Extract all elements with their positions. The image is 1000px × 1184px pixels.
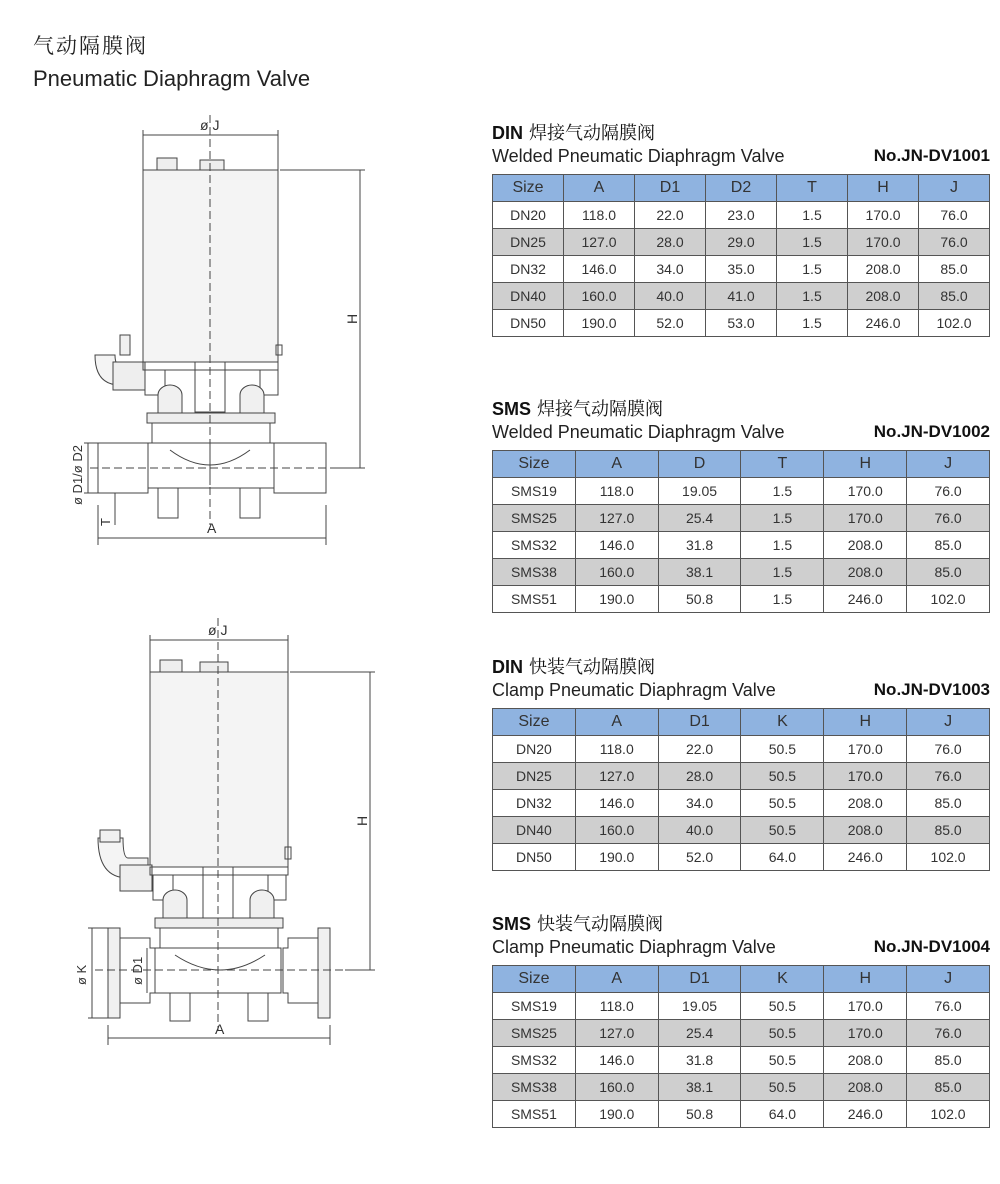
table-cell: 85.0	[907, 532, 990, 559]
table-cell: 118.0	[575, 478, 658, 505]
spec-table	[492, 708, 990, 871]
table-cell: 85.0	[907, 1074, 990, 1101]
table-cell: 1.5	[741, 505, 824, 532]
table-cell: 127.0	[575, 763, 658, 790]
table-cell: 29.0	[706, 229, 777, 256]
section-subheading	[492, 678, 990, 702]
table-cell: 85.0	[919, 283, 990, 310]
column-header: Size	[493, 175, 564, 202]
table-cell: 50.8	[658, 1101, 741, 1128]
table-cell: 50.5	[741, 1020, 824, 1047]
table-cell: 146.0	[564, 256, 635, 283]
table-cell: 22.0	[658, 736, 741, 763]
table-cell: 160.0	[564, 283, 635, 310]
table-cell: 118.0	[564, 202, 635, 229]
table-cell: 208.0	[848, 256, 919, 283]
dim-d-label: ø D1/ø D2	[70, 445, 85, 505]
table-row	[493, 283, 990, 310]
page-title-cn: 气动隔膜阀	[33, 35, 148, 58]
dim-j-label: ø J	[200, 117, 220, 133]
table-cell: 1.5	[777, 310, 848, 337]
section-code: DIN	[492, 657, 523, 677]
spec-table	[492, 965, 990, 1128]
column-header: Size	[493, 966, 576, 993]
table-cell: DN40	[493, 283, 564, 310]
table-cell: 127.0	[575, 1020, 658, 1047]
table-cell: SMS19	[493, 993, 576, 1020]
column-header: J	[919, 175, 990, 202]
section-heading	[492, 656, 990, 678]
table-row	[493, 559, 990, 586]
table-cell: 50.5	[741, 763, 824, 790]
table-cell: 246.0	[824, 844, 907, 871]
table-cell: 102.0	[907, 1101, 990, 1128]
section-title-cn: 焊接气动隔膜阀	[529, 123, 655, 143]
table-cell: 76.0	[907, 1020, 990, 1047]
table-row	[493, 763, 990, 790]
section-subheading	[492, 420, 990, 444]
table-cell: 41.0	[706, 283, 777, 310]
table-cell: 64.0	[741, 844, 824, 871]
spec-table	[492, 174, 990, 337]
table-cell: 208.0	[824, 1047, 907, 1074]
table-cell: 85.0	[907, 817, 990, 844]
section-title-cn: 焊接气动隔膜阀	[537, 399, 664, 419]
table-cell: 1.5	[741, 478, 824, 505]
section-code: SMS	[492, 399, 532, 419]
column-header: K	[741, 709, 824, 736]
table-cell: 50.5	[741, 993, 824, 1020]
table-cell: 170.0	[824, 763, 907, 790]
table-cell: 190.0	[575, 844, 658, 871]
table-cell: 160.0	[575, 817, 658, 844]
table-cell: 170.0	[824, 1020, 907, 1047]
table-cell: SMS19	[493, 478, 576, 505]
dim-a-label: A	[207, 520, 217, 536]
table-cell: 127.0	[564, 229, 635, 256]
table-cell: 53.0	[706, 310, 777, 337]
table-cell: 23.0	[706, 202, 777, 229]
section-subheading	[492, 935, 990, 959]
table-cell: SMS32	[493, 532, 576, 559]
table-cell: SMS38	[493, 1074, 576, 1101]
table-row	[493, 844, 990, 871]
product-number: No.JN-DV1001	[873, 146, 990, 165]
table-cell: 1.5	[777, 256, 848, 283]
table-row	[493, 1101, 990, 1128]
table-cell: DN50	[493, 310, 564, 337]
table-cell: SMS38	[493, 559, 576, 586]
table-cell: 102.0	[919, 310, 990, 337]
table-row	[493, 532, 990, 559]
table-cell: 208.0	[824, 1074, 907, 1101]
column-header: H	[824, 709, 907, 736]
table-cell: 50.5	[741, 790, 824, 817]
table-header	[493, 451, 990, 478]
clamp-valve-drawing	[30, 610, 380, 1050]
table-cell: 31.8	[658, 532, 741, 559]
section-title-en: Welded Pneumatic Diaphragm Valve	[492, 422, 785, 442]
section-sms-welded	[492, 398, 990, 613]
table-row	[493, 817, 990, 844]
section-title-en: Clamp Pneumatic Diaphragm Valve	[492, 937, 776, 957]
table-cell: 170.0	[824, 478, 907, 505]
section-title-en: Clamp Pneumatic Diaphragm Valve	[492, 680, 776, 700]
column-header: Size	[493, 709, 576, 736]
table-cell: 208.0	[848, 283, 919, 310]
table-cell: 146.0	[575, 1047, 658, 1074]
section-sms-clamp	[492, 913, 990, 1128]
table-cell: 1.5	[741, 559, 824, 586]
table-cell: 50.8	[658, 586, 741, 613]
page-title-en: Pneumatic Diaphragm Valve	[33, 66, 311, 91]
table-cell: 19.05	[658, 478, 741, 505]
table-cell: 76.0	[907, 478, 990, 505]
product-number: No.JN-DV1003	[873, 680, 990, 699]
column-header: A	[575, 451, 658, 478]
table-cell: 50.5	[741, 1074, 824, 1101]
dim-k-label: ø K	[74, 964, 89, 985]
column-header: H	[824, 966, 907, 993]
table-cell: 1.5	[777, 283, 848, 310]
dim-h-label: H	[354, 815, 370, 826]
table-cell: 52.0	[635, 310, 706, 337]
table-cell: 208.0	[824, 817, 907, 844]
product-number: No.JN-DV1002	[873, 422, 990, 441]
section-title-cn: 快装气动隔膜阀	[537, 914, 664, 934]
table-row	[493, 790, 990, 817]
table-cell: 19.05	[658, 993, 741, 1020]
dim-a-label: A	[215, 1021, 225, 1037]
table-cell: 38.1	[658, 559, 741, 586]
table-cell: 31.8	[658, 1047, 741, 1074]
table-cell: 118.0	[575, 736, 658, 763]
table-cell: 52.0	[658, 844, 741, 871]
column-header: T	[777, 175, 848, 202]
table-cell: DN20	[493, 736, 576, 763]
table-cell: 190.0	[575, 1101, 658, 1128]
table-row	[493, 229, 990, 256]
table-cell: 85.0	[907, 790, 990, 817]
table-cell: 28.0	[635, 229, 706, 256]
table-cell: 25.4	[658, 505, 741, 532]
column-header: T	[741, 451, 824, 478]
table-cell: 1.5	[777, 229, 848, 256]
table-cell: DN40	[493, 817, 576, 844]
table-cell: 170.0	[848, 229, 919, 256]
table-cell: 160.0	[575, 559, 658, 586]
table-cell: 50.5	[741, 817, 824, 844]
table-row	[493, 1074, 990, 1101]
table-cell: SMS25	[493, 1020, 576, 1047]
table-cell: 146.0	[575, 532, 658, 559]
table-cell: 50.5	[741, 1047, 824, 1074]
table-cell: DN50	[493, 844, 576, 871]
dim-t-label: T	[98, 518, 113, 526]
table-cell: SMS32	[493, 1047, 576, 1074]
table-cell: SMS51	[493, 1101, 576, 1128]
product-number: No.JN-DV1004	[873, 937, 990, 956]
table-row	[493, 478, 990, 505]
table-cell: 50.5	[741, 736, 824, 763]
dim-j-label: ø J	[208, 622, 228, 638]
table-cell: 246.0	[848, 310, 919, 337]
section-code: DIN	[492, 123, 523, 143]
table-row	[493, 586, 990, 613]
table-cell: 208.0	[824, 559, 907, 586]
section-code: SMS	[492, 914, 532, 934]
table-cell: 170.0	[824, 505, 907, 532]
table-cell: 85.0	[907, 1047, 990, 1074]
table-cell: DN25	[493, 229, 564, 256]
column-header: A	[575, 966, 658, 993]
column-header: A	[564, 175, 635, 202]
table-cell: 34.0	[635, 256, 706, 283]
table-cell: 28.0	[658, 763, 741, 790]
column-header: D2	[706, 175, 777, 202]
table-cell: 76.0	[907, 763, 990, 790]
table-cell: 208.0	[824, 532, 907, 559]
table-cell: 35.0	[706, 256, 777, 283]
table-cell: 76.0	[919, 202, 990, 229]
column-header: J	[907, 709, 990, 736]
table-row	[493, 310, 990, 337]
table-cell: 190.0	[564, 310, 635, 337]
table-cell: 190.0	[575, 586, 658, 613]
table-cell: 38.1	[658, 1074, 741, 1101]
column-header: H	[824, 451, 907, 478]
table-cell: DN32	[493, 790, 576, 817]
table-cell: DN25	[493, 763, 576, 790]
table-cell: 170.0	[824, 736, 907, 763]
table-header	[493, 709, 990, 736]
table-cell: 25.4	[658, 1020, 741, 1047]
column-header: D1	[658, 966, 741, 993]
dim-d-label: ø D1	[130, 956, 145, 985]
section-din-clamp	[492, 656, 990, 871]
table-cell: SMS25	[493, 505, 576, 532]
table-row	[493, 736, 990, 763]
section-subheading	[492, 144, 990, 168]
table-cell: 1.5	[741, 586, 824, 613]
table-cell: 34.0	[658, 790, 741, 817]
table-cell: 64.0	[741, 1101, 824, 1128]
table-cell: 40.0	[658, 817, 741, 844]
column-header: A	[575, 709, 658, 736]
table-cell: 85.0	[919, 256, 990, 283]
column-header: J	[907, 966, 990, 993]
table-cell: 1.5	[777, 202, 848, 229]
table-cell: 118.0	[575, 993, 658, 1020]
table-cell: 102.0	[907, 844, 990, 871]
section-heading	[492, 122, 990, 144]
column-header: K	[741, 966, 824, 993]
column-header: D1	[635, 175, 706, 202]
welded-valve-drawing	[30, 110, 380, 550]
column-header: Size	[493, 451, 576, 478]
table-row	[493, 1020, 990, 1047]
dim-h-label: H	[344, 313, 360, 324]
table-cell: 22.0	[635, 202, 706, 229]
table-cell: 170.0	[848, 202, 919, 229]
section-title-en: Welded Pneumatic Diaphragm Valve	[492, 146, 785, 166]
table-row	[493, 1047, 990, 1074]
table-cell: 246.0	[824, 586, 907, 613]
table-cell: 1.5	[741, 532, 824, 559]
table-cell: DN20	[493, 202, 564, 229]
table-row	[493, 202, 990, 229]
table-row	[493, 256, 990, 283]
table-row	[493, 993, 990, 1020]
table-cell: 76.0	[907, 736, 990, 763]
table-cell: DN32	[493, 256, 564, 283]
column-header: D1	[658, 709, 741, 736]
table-cell: 76.0	[919, 229, 990, 256]
column-header: D	[658, 451, 741, 478]
table-cell: 170.0	[824, 993, 907, 1020]
table-cell: 160.0	[575, 1074, 658, 1101]
section-title-cn: 快装气动隔膜阀	[529, 657, 655, 677]
column-header: J	[907, 451, 990, 478]
section-heading	[492, 398, 990, 420]
table-header	[493, 966, 990, 993]
section-din-welded	[492, 122, 990, 337]
table-cell: 127.0	[575, 505, 658, 532]
column-header: H	[848, 175, 919, 202]
table-cell: 76.0	[907, 505, 990, 532]
table-cell: 146.0	[575, 790, 658, 817]
section-heading	[492, 913, 990, 935]
table-cell: SMS51	[493, 586, 576, 613]
table-cell: 208.0	[824, 790, 907, 817]
table-cell: 102.0	[907, 586, 990, 613]
table-cell: 246.0	[824, 1101, 907, 1128]
table-row	[493, 505, 990, 532]
spec-table	[492, 450, 990, 613]
table-header	[493, 175, 990, 202]
table-cell: 85.0	[907, 559, 990, 586]
table-cell: 40.0	[635, 283, 706, 310]
table-cell: 76.0	[907, 993, 990, 1020]
